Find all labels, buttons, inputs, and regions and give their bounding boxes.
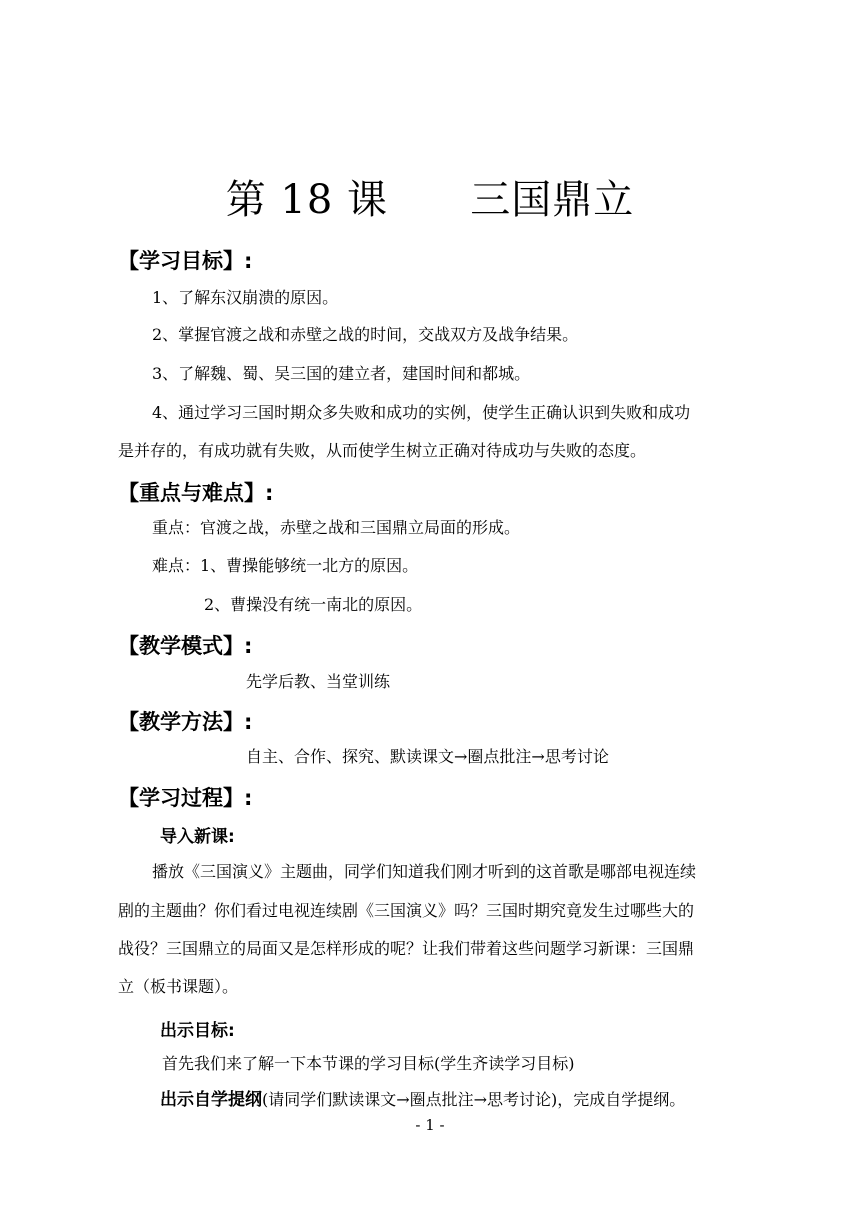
page-number: - 1 -	[415, 1116, 445, 1134]
intro-line-2: 剧的主题曲？你们看过电视连续剧《三国演义》吗？三国时期究竟发生过哪些大的	[118, 901, 695, 920]
key-heading: 【重点与难点】:	[118, 481, 274, 505]
goal-text: 首先我们来了解一下本节课的学习目标(学生齐读学习目标)	[162, 1054, 575, 1073]
difficulty-2: 2、曹操没有统一南北的原因。	[204, 595, 423, 614]
lesson-title: 第 18 课 三国鼎立	[225, 177, 635, 223]
intro-label: 导入新课:	[160, 827, 235, 847]
process-heading: 【学习过程】:	[118, 786, 253, 810]
outline-line	[160, 1090, 685, 1110]
method-heading: 【教学方法】:	[118, 710, 253, 734]
mode-text: 先学后教、当堂训练	[246, 672, 391, 691]
intro-line-3: 战役？三国鼎立的局面又是怎样形成的呢？让我们带着这些问题学习新课：三国鼎	[118, 939, 695, 958]
goal-item-1: 1、了解东汉崩溃的原因。	[152, 288, 339, 307]
goal-item-4-cont: 是并存的，有成功就有失败，从而使学生树立正确对待成功与失败的态度。	[118, 441, 647, 460]
method-text: 自主、合作、探究、默读课文→圈点批注→思考讨论	[246, 747, 609, 766]
goal-label: 出示目标:	[160, 1021, 235, 1041]
goal-item-4: 4、通过学习三国时期众多失败和成功的实例，使学生正确认识到失败和成功	[152, 403, 691, 422]
mode-heading: 【教学模式】:	[118, 634, 253, 658]
difficulty-1: 难点：1、曹操能够统一北方的原因。	[152, 556, 419, 575]
goal-item-2: 2、掌握官渡之战和赤壁之战的时间，交战双方及战争结果。	[152, 325, 579, 344]
goal-item-3: 3、了解魏、蜀、吴三国的建立者，建国时间和都城。	[152, 364, 531, 383]
intro-line-4: 立（板书课题）。	[118, 977, 239, 996]
intro-line-1: 播放《三国演义》主题曲，同学们知道我们刚才听到的这首歌是哪部电视连续	[152, 862, 697, 881]
outline-text: (请同学们默读课文→圈点批注→思考讨论)，完成自学提纲。	[262, 1090, 686, 1109]
outline-label: 出示自学提纲	[160, 1090, 262, 1110]
key-point: 重点：官渡之战，赤壁之战和三国鼎立局面的形成。	[152, 518, 521, 537]
goals-heading: 【学习目标】:	[118, 249, 253, 273]
